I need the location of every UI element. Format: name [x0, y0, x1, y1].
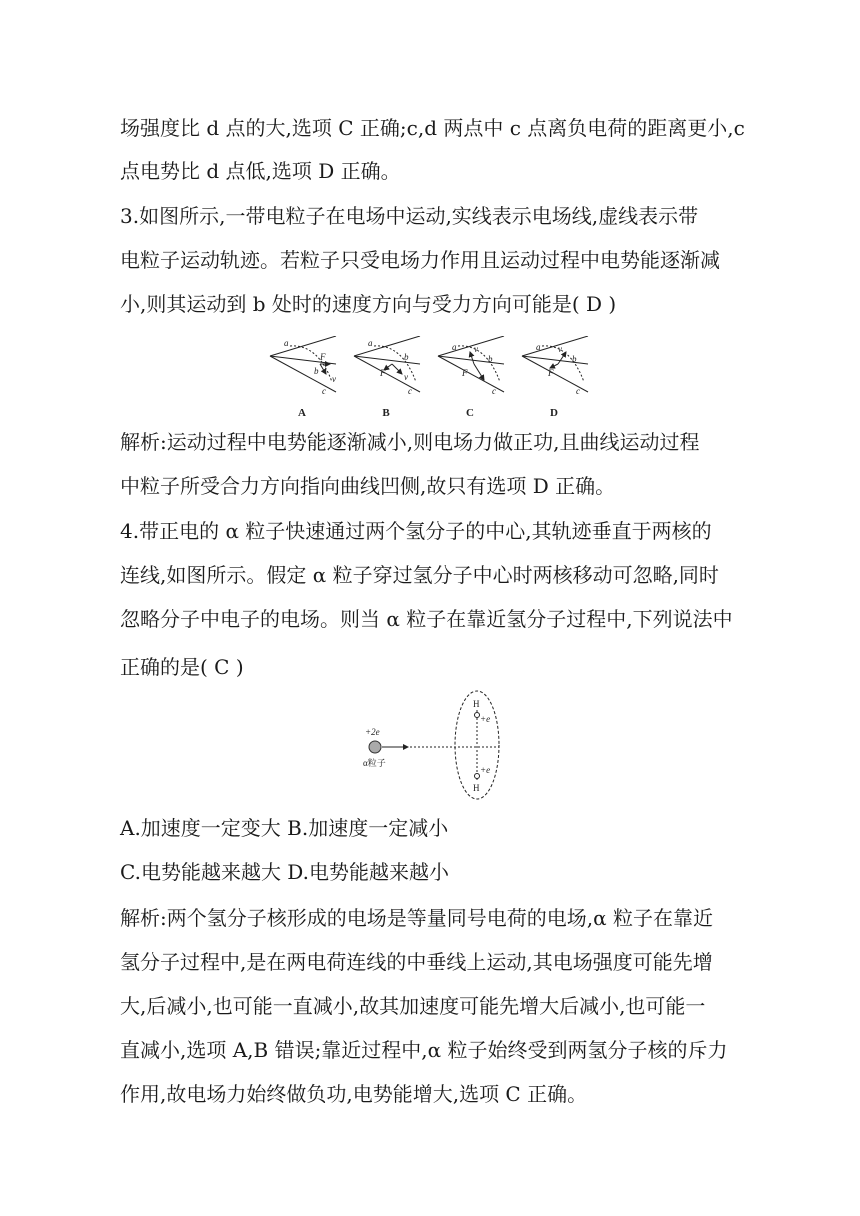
label-a: a — [284, 338, 289, 348]
panel-label-b: B — [382, 407, 390, 419]
label-c: c — [408, 386, 412, 396]
text-line: 点电势比 d 点低,选项 D 正确。 — [120, 159, 401, 183]
panel-b-diagram — [354, 336, 420, 392]
question-4-figure — [360, 690, 510, 806]
option-line: C.电势能越来越大 D.电势能越来越小 — [120, 860, 449, 884]
label-v: v — [404, 372, 408, 382]
question-3-figure — [264, 336, 600, 422]
label-c: c — [576, 386, 580, 396]
question-4-line: 4.带正电的 α 粒子快速通过两个氢分子的中心,其轨迹垂直于两核的 — [120, 519, 712, 543]
question-4-line: 连线,如图所示。假定 α 粒子穿过氢分子中心时两核移动可忽略,同时 — [120, 563, 719, 587]
solution-4-line: 解析:两个氢分子核形成的电场是等量同号电荷的电场,α 粒子在靠近 — [120, 906, 713, 930]
question-3-line: 电粒子运动轨迹。若粒子只受电场力作用且运动过程中电势能逐渐减 — [120, 248, 720, 272]
alpha-charge: +2e — [365, 727, 380, 737]
label-a: a — [368, 338, 373, 348]
question-4-line: 正确的是( C ) — [120, 655, 244, 679]
h-label-bottom: H — [473, 783, 480, 793]
question-3-line: 小,则其运动到 b 处时的速度方向与受力方向可能是( D ) — [120, 292, 617, 316]
option-line: A.加速度一定变大 B.加速度一定减小 — [120, 816, 449, 840]
label-b: b — [314, 366, 319, 376]
label-a: a — [452, 342, 457, 352]
label-f: F — [548, 368, 554, 378]
label-c: c — [492, 386, 496, 396]
h-label-top: H — [473, 699, 480, 709]
label-v: v — [474, 344, 478, 354]
question-3-line: 3.如图所示,一带电粒子在电场中运动,实线表示电场线,虚线表示带 — [120, 204, 699, 228]
label-v: v — [332, 374, 336, 384]
panel-d-diagram — [522, 336, 588, 392]
h-charge-top: +e — [480, 714, 491, 724]
label-b: b — [572, 354, 577, 364]
label-c: c — [322, 386, 326, 396]
hydrogen-nucleus-bottom — [475, 774, 480, 779]
label-f: F — [380, 368, 386, 378]
label-b: b — [404, 352, 409, 362]
label-f: F — [462, 368, 468, 378]
solution-4-line: 直减小,选项 A,B 错误;靠近过程中,α 粒子始终受到两氢分子核的斥力 — [120, 1038, 728, 1062]
hydrogen-nucleus-top — [475, 713, 480, 718]
label-a: a — [536, 342, 541, 352]
solution-3-line: 解析:运动过程中电势能逐渐减小,则电场力做正功,且曲线运动过程 — [120, 430, 700, 454]
label-f: F — [320, 352, 326, 362]
panel-c-diagram — [438, 336, 504, 392]
panel-label-d: D — [550, 407, 558, 419]
solution-3-line: 中粒子所受合力方向指向曲线凹侧,故只有选项 D 正确。 — [120, 474, 616, 498]
alpha-particle — [369, 741, 381, 753]
solution-4-line: 大,后减小,也可能一直减小,故其加速度可能先增大后减小,也可能一 — [120, 994, 706, 1018]
panel-a-diagram — [270, 336, 336, 392]
panel-label-a: A — [298, 407, 306, 419]
label-v: v — [558, 344, 562, 354]
solution-4-line: 氢分子过程中,是在两电荷连线的中垂线上运动,其电场强度可能先增 — [120, 950, 713, 974]
solution-4-line: 作用,故电场力始终做负功,电势能增大,选项 C 正确。 — [120, 1082, 588, 1106]
label-b: b — [488, 354, 493, 364]
alpha-label: α粒子 — [363, 758, 386, 768]
h-charge-bottom: +e — [480, 765, 491, 775]
question-4-line: 忽略分子中电子的电场。则当 α 粒子在靠近氢分子过程中,下列说法中 — [120, 607, 733, 631]
panel-label-c: C — [466, 407, 474, 419]
text-line: 场强度比 d 点的大,选项 C 正确;c,d 两点中 c 点离负电荷的距离更小,c — [120, 116, 745, 140]
